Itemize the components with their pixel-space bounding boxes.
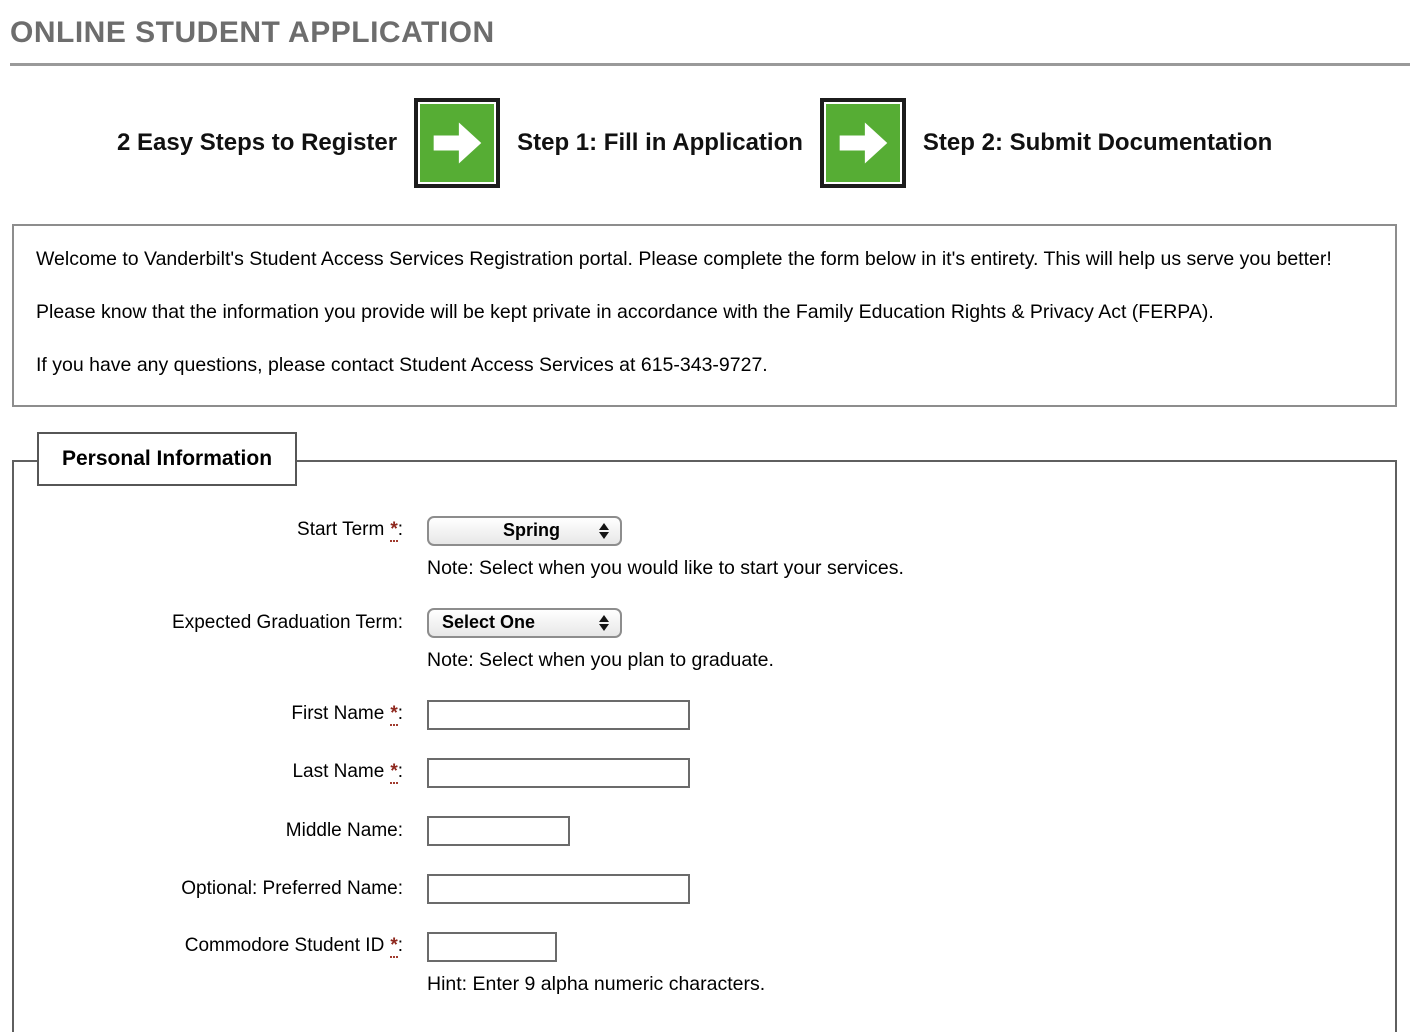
required-asterisk: * <box>390 519 398 541</box>
last-name-label: Last Name *: <box>292 761 403 783</box>
middle-name-input[interactable] <box>427 816 570 846</box>
contact-paragraph: If you have any questions, please contact Student Access Services at 615-343-9727. <box>36 353 768 376</box>
green-right-arrow-icon <box>414 98 500 188</box>
welcome-notice <box>12 224 1397 407</box>
field-last-name <box>14 758 1395 788</box>
steps-intro-label: 2 Easy Steps to Register <box>117 129 398 156</box>
graduation-term-select-value: Select One <box>442 612 536 633</box>
field-graduation-term <box>14 608 1395 672</box>
select-spinner-icon <box>599 523 609 539</box>
personal-information-section <box>12 446 1397 1032</box>
title-divider <box>10 63 1410 66</box>
steps-banner <box>117 98 1410 188</box>
field-start-term <box>14 516 1395 580</box>
welcome-paragraph: Welcome to Vanderbilt's Student Access Services Registration portal. Please complete the form below in it's entirety. This will help us serve you better! <box>36 248 1332 270</box>
ferpa-paragraph: Please know that the information you provide will be kept private in accordance with the Family Education Rights & Privacy Act (FERPA). <box>36 300 1214 323</box>
start-term-label: Start Term *: <box>297 519 403 541</box>
start-term-select-value: Spring <box>503 520 560 541</box>
green-right-arrow-icon <box>820 98 906 188</box>
student-id-input[interactable] <box>427 932 557 962</box>
field-middle-name <box>14 816 1395 846</box>
graduation-term-note: Note: Select when you plan to graduate. <box>427 648 774 671</box>
field-student-id <box>14 932 1395 996</box>
required-asterisk: * <box>390 935 398 957</box>
step1-label: Step 1: Fill in Application <box>517 129 803 156</box>
step2-label: Step 2: Submit Documentation <box>922 129 1273 156</box>
required-asterisk: * <box>390 703 398 725</box>
graduation-term-select[interactable] <box>427 608 622 638</box>
required-asterisk: * <box>390 761 398 783</box>
student-id-hint: Hint: Enter 9 alpha numeric characters. <box>427 972 766 995</box>
graduation-term-label: Expected Graduation Term: <box>172 611 403 633</box>
preferred-name-input[interactable] <box>427 874 690 904</box>
first-name-label: First Name *: <box>291 703 403 725</box>
field-first-name <box>14 700 1395 730</box>
select-spinner-icon <box>599 615 609 631</box>
page-title: ONLINE STUDENT APPLICATION <box>10 16 495 49</box>
field-preferred-name <box>14 874 1395 904</box>
start-term-note: Note: Select when you would like to start your services. <box>427 556 904 579</box>
first-name-input[interactable] <box>427 700 690 730</box>
middle-name-label: Middle Name: <box>285 819 403 841</box>
student-id-label: Commodore Student ID *: <box>184 935 403 957</box>
preferred-name-label: Optional: Preferred Name: <box>181 877 403 899</box>
start-term-select[interactable] <box>427 516 622 546</box>
personal-information-legend: Personal Information <box>37 432 297 486</box>
last-name-input[interactable] <box>427 758 690 788</box>
